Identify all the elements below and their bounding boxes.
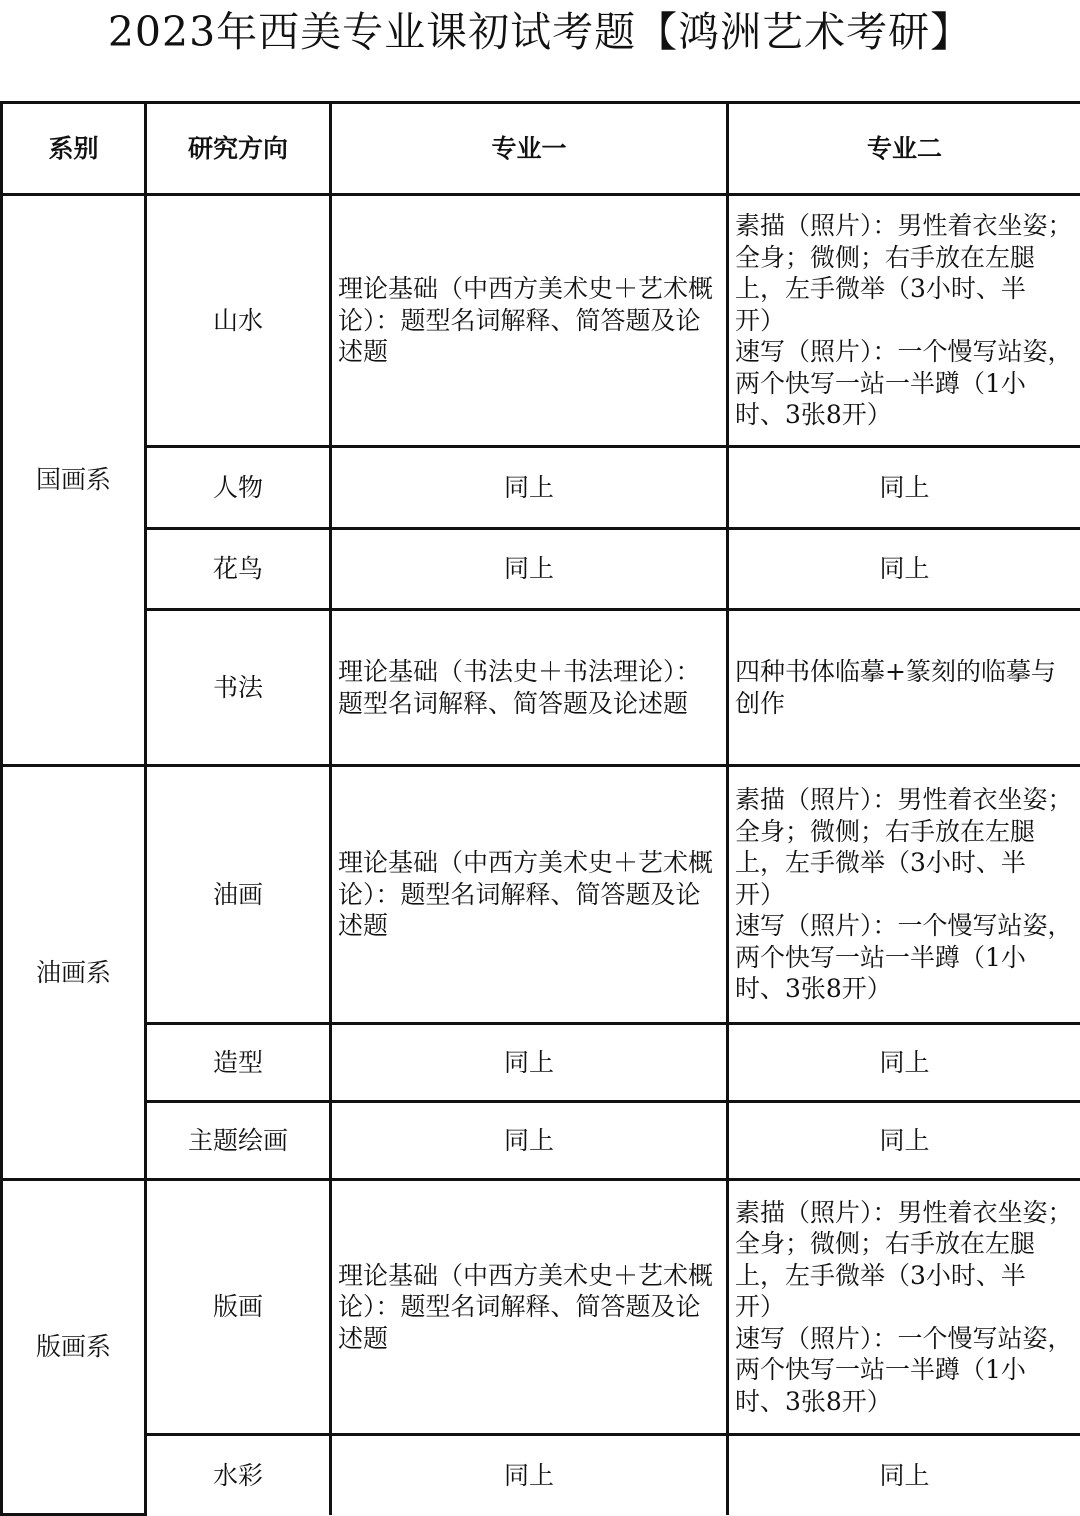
table-row (2, 1180, 1080, 1435)
subject1-cell: 同上 (331, 529, 728, 610)
subject2-text: 素描（照片）：男性着衣坐姿；全身；微侧；右手放在左腿上，左手微举（3小时、半开） 速写（照片）：一个慢写站姿，两个快写一站一半蹲（1小时、3张8开） (735, 1197, 1074, 1418)
table-row (2, 766, 1080, 1024)
direction-cell: 版画 (146, 1180, 331, 1435)
subject1-cell: 理论基础（中西方美术史＋艺术概论）：题型名词解释、简答题及论述题 (331, 195, 728, 447)
subject1-cell: 同上 (331, 1102, 728, 1180)
subject1-cell: 理论基础（中西方美术史＋艺术概论）：题型名词解释、简答题及论述题 (331, 766, 728, 1024)
table-header-row (2, 103, 1080, 195)
subject2-cell: 同上 (728, 1024, 1080, 1102)
subject1-cell: 同上 (331, 1435, 728, 1515)
table-row (2, 529, 1080, 610)
subject1-cell: 同上 (331, 1024, 728, 1102)
subject1-cell: 同上 (331, 447, 728, 529)
subject2-cell (728, 1180, 1080, 1435)
exam-table (0, 101, 1080, 1516)
header-direction: 研究方向 (146, 103, 331, 195)
table-row (2, 1102, 1080, 1180)
direction-cell: 主题绘画 (146, 1102, 331, 1180)
header-department: 系别 (2, 103, 146, 195)
direction-cell: 油画 (146, 766, 331, 1024)
header-subject-2: 专业二 (728, 103, 1080, 195)
page-title: 2023年西美专业课初试考题【鸿洲艺术考研】 (0, 4, 1080, 60)
subject2-cell (728, 766, 1080, 1024)
subject2-cell: 同上 (728, 447, 1080, 529)
direction-cell: 造型 (146, 1024, 331, 1102)
table-row (2, 447, 1080, 529)
direction-cell: 花鸟 (146, 529, 331, 610)
subject2-text: 素描（照片）：男性着衣坐姿；全身；微侧；右手放在左腿上，左手微举（3小时、半开） 速写（照片）：一个慢写站姿，两个快写一站一半蹲（1小时、3张8开） (735, 784, 1074, 1005)
direction-cell: 山水 (146, 195, 331, 447)
subject2-cell (728, 195, 1080, 447)
department-cell: 国画系 (2, 195, 146, 766)
table-row (2, 195, 1080, 447)
table-row (2, 1435, 1080, 1515)
direction-cell: 人物 (146, 447, 331, 529)
table-row (2, 610, 1080, 766)
direction-cell: 书法 (146, 610, 331, 766)
subject2-cell: 同上 (728, 529, 1080, 610)
direction-cell: 水彩 (146, 1435, 331, 1515)
subject2-text: 素描（照片）：男性着衣坐姿；全身；微侧；右手放在左腿上，左手微举（3小时、半开） 速写（照片）：一个慢写站姿，两个快写一站一半蹲（1小时、3张8开） (735, 210, 1074, 431)
subject1-cell: 理论基础（书法史＋书法理论）：题型名词解释、简答题及论述题 (331, 610, 728, 766)
department-cell: 版画系 (2, 1180, 146, 1515)
table-row (2, 1024, 1080, 1102)
department-cell: 油画系 (2, 766, 146, 1180)
subject1-cell: 理论基础（中西方美术史＋艺术概论）：题型名词解释、简答题及论述题 (331, 1180, 728, 1435)
subject2-cell: 四种书体临摹+篆刻的临摹与创作 (728, 610, 1080, 766)
header-subject-1: 专业一 (331, 103, 728, 195)
subject2-cell: 同上 (728, 1435, 1080, 1515)
subject2-cell: 同上 (728, 1102, 1080, 1180)
